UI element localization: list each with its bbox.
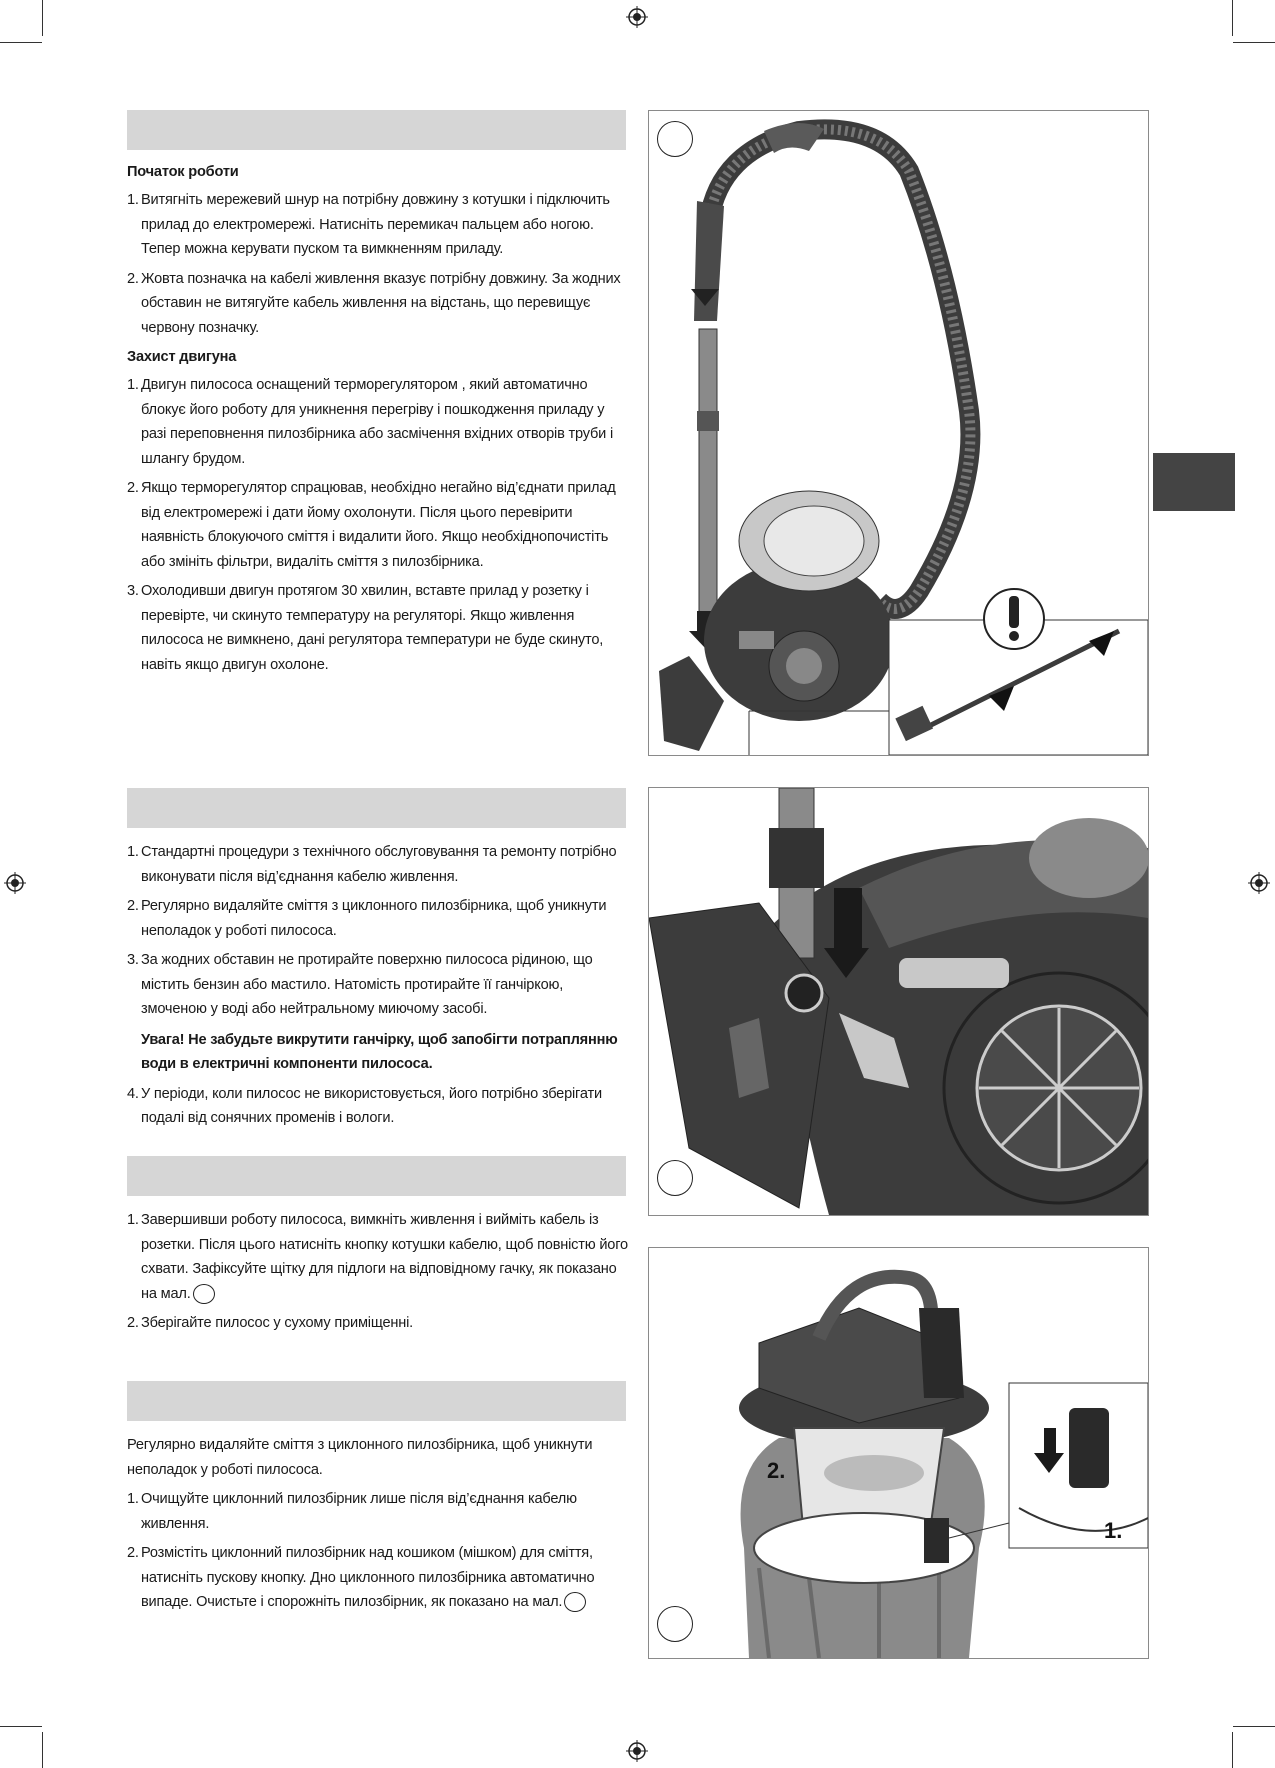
section-bar-cleaning <box>127 1381 626 1421</box>
registration-mark-icon <box>1248 872 1270 894</box>
figure-number-circle <box>657 1606 693 1642</box>
list-motor-protection <box>127 373 632 677</box>
list-item: 2. Розмістіть циклонний пилозбірник над кошиком (мішком) для сміття, натисніть пускову кнопку. Дно циклонного пилозбірника автоматично випаде. Очистьте і спорожніть пилозбірник, як показано на мал. <box>127 1541 632 1615</box>
fig3-label-2: 2. <box>767 1458 786 1483</box>
registration-mark-icon <box>626 1740 648 1762</box>
list-cleaning <box>127 1487 632 1615</box>
list-item: 2. Якщо терморегулятор спрацював, необхідно негайно від’єднати прилад від електромережі і дати йому охолонути. Після цього перевірити наявність блокуючого сміття і видалити його. Якщо необхіднопочистіть або змініть фільтри, видаліть сміття з пилозбірника. <box>127 480 616 570</box>
figure-number-circle <box>657 121 693 157</box>
list-maintenance <box>127 840 632 1022</box>
registration-mark-icon <box>4 872 26 894</box>
crop-mark <box>1233 1726 1275 1727</box>
list-item: 4. У періоди, коли пилосос не використовується, його потрібно зберігати подалі від сонячних променів і вологи. <box>127 1085 602 1126</box>
figure-brush-parking <box>648 787 1149 1216</box>
cleaning-intro: Регулярно видаляйте сміття з циклонного пилозбірника, щоб уникнути неполадок у роботі пилососа. <box>127 1437 593 1478</box>
brush-parking-illustration <box>649 788 1148 1215</box>
list-item: 3. Охолодивши двигун протягом 30 хвилин, вставте прилад у розетку і перевірте, чи скинуто температуру на регуляторі. Якщо живлення пилососа не вимкнено, дані регулятора температури не буде скинуто, навіть якщо двигун охолоне. <box>127 583 604 673</box>
section-bar-start <box>127 110 626 150</box>
section-storage-text <box>127 1208 632 1342</box>
crop-mark <box>0 1726 42 1727</box>
list-item: 2. Жовта позначка на кабелі живлення вказує потрібну довжину. За жодних обставин не витягуйте кабель живлення на відстань, що перевищує червону позначку. <box>127 270 621 336</box>
crop-mark <box>1232 1732 1233 1768</box>
list-item: 1. Витягніть мережевий шнур на потрібну довжину з котушки і підключить прилад до електромережі. Натисніть перемикач пальцем або ногою. Тепер можна керувати пуском та вимкненням приладу. <box>127 192 610 257</box>
list-item: 2. Регулярно видаляйте сміття з циклонного пилозбірника, щоб уникнути неполадок у роботі пилососа. <box>127 898 607 939</box>
list-maintenance-cont <box>127 1082 632 1131</box>
figure-dust-container <box>648 1247 1149 1659</box>
section-cleaning-text <box>127 1433 632 1621</box>
figure-number-circle <box>657 1160 693 1196</box>
vacuum-assembly-illustration <box>649 111 1148 755</box>
figure-ref-circle-icon <box>564 1592 586 1612</box>
list-item: 3. За жодних обставин не протирайте поверхню пилососа рідиною, що містить бензин або мастило. Натомість протирайте її ганчіркою, змоченою у воді або нейтральному миючому засобі. <box>127 952 593 1017</box>
list-item: 2. Зберігайте пилосос у сухому приміщенні. <box>127 1315 413 1331</box>
registration-mark-icon <box>626 6 648 28</box>
crop-mark <box>1232 0 1233 36</box>
dust-container-illustration <box>649 1248 1148 1658</box>
section-bar-maintenance <box>127 788 626 828</box>
side-tab-marker <box>1153 453 1235 511</box>
warning-text: Увага! Не забудьте викрутити ганчірку, щоб запобігти потраплянню води в електричні компоненти пилососа. <box>141 1031 618 1072</box>
crop-mark <box>42 1732 43 1768</box>
list-item: 1. Стандартні процедури з технічного обслуговування та ремонту потрібно виконувати після від’єднання кабелю живлення. <box>127 844 617 885</box>
fig3-label-1: 1. <box>1104 1518 1123 1543</box>
crop-mark <box>0 42 42 43</box>
crop-mark <box>1233 42 1275 43</box>
heading-motor-protection: Захист двигуна <box>127 349 237 365</box>
crop-mark <box>42 0 43 36</box>
list-item: 1. Очищуйте циклонний пилозбірник лише після від’єднання кабелю живлення. <box>127 1491 577 1532</box>
figure-vacuum-assembly <box>648 110 1149 756</box>
list-item: 1. Двигун пилососа оснащений терморегулятором , який автоматично блокує його роботу для уникнення перегріву і пошкодження приладу у разі переповнення пилозбірника або засмічення вхідних отворів труби і шлангу брудом. <box>127 377 613 467</box>
heading-start: Початок роботи <box>127 164 239 180</box>
list-item: 1. Завершивши роботу пилососа, вимкніть живлення і вийміть кабель із розетки. Після цього натисніть кнопку котушки кабелю, щоб повністю його схвати. Зафіксуйте щітку для підлоги на відповідному гачку, як показано на мал. <box>127 1208 632 1306</box>
section-bar-storage <box>127 1156 626 1196</box>
list-storage <box>127 1208 632 1336</box>
section-start-text <box>127 161 632 683</box>
section-maintenance-text <box>127 840 632 1137</box>
list-start <box>127 188 632 340</box>
figure-ref-circle-icon <box>193 1284 215 1304</box>
